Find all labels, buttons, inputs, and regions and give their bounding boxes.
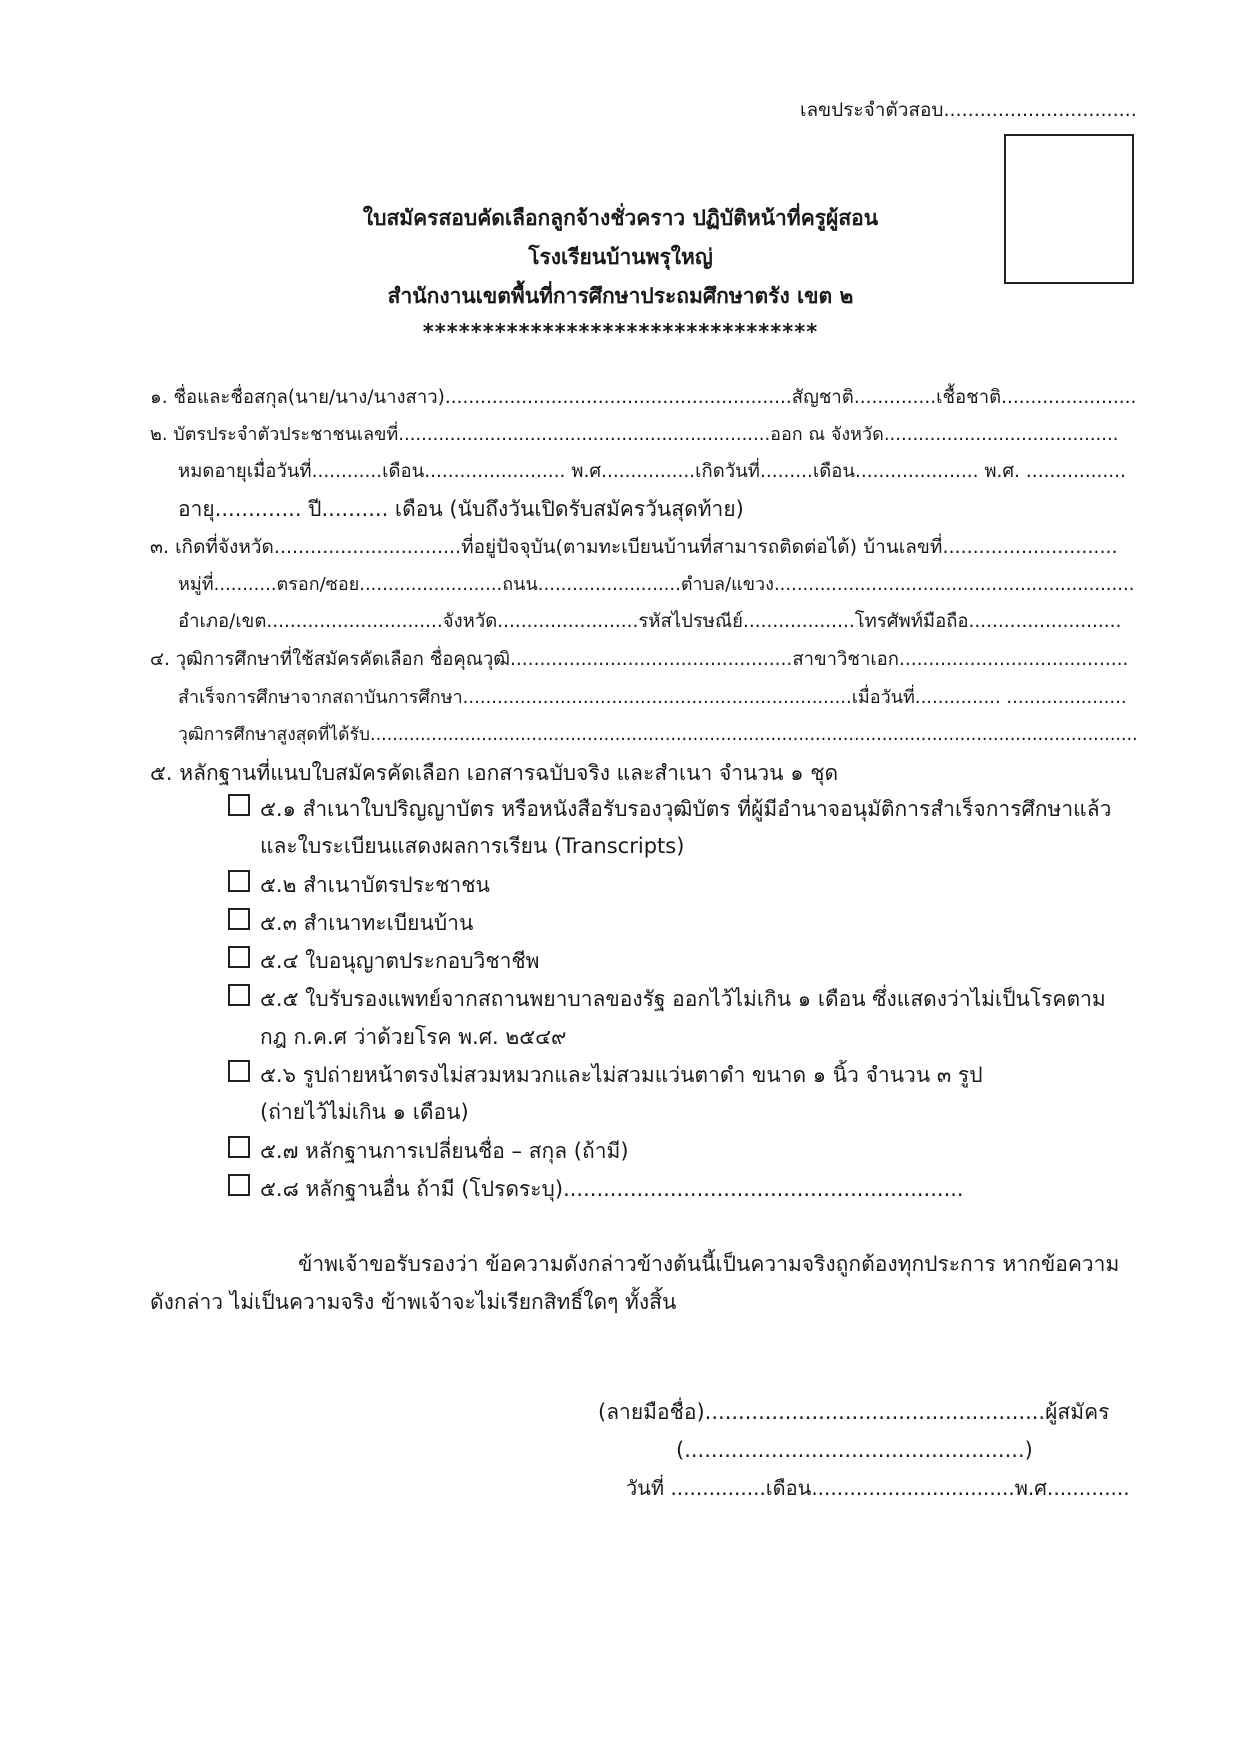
signature-line: (ลายมือชื่อ)...................................................ผู้สมัคร [598, 1400, 1110, 1424]
field-education: ๔. วุฒิการศึกษาที่ใช้สมัครคัดเลือก ชื่อคุณวุฒิ................................................สาขาวิชาเอก....................................... [150, 649, 1129, 670]
form-title: ใบสมัครสอบคัดเลือกลูกจ้างชั่วคราว ปฏิบัติหน้าที่ครูผู้สอน [362, 206, 879, 230]
field-attachments-heading: ๕. หลักฐานที่แนบใบสมัครคัดเลือก เอกสารฉบับจริง และสำเนา จำนวน ๑ ชุด [150, 761, 839, 785]
checklist-item-5-5: ๕.๕ ใบรับรองแพทย์จากสถานพยาบาลของรัฐ ออกไว้ไม่เกิน ๑ เดือน ซึ่งแสดงว่าไม่เป็นโรคตาม [260, 987, 1106, 1011]
field-age: อายุ............. ปี.......... เดือน (นับถึงวันเปิดรับสมัครวันสุดท้าย) [178, 497, 744, 521]
signature-name: (...................................................) [676, 1438, 1033, 1462]
checklist-item-5-1-cont: และใบระเบียนแสดงผลการเรียน (Transcripts) [260, 834, 685, 858]
checkbox-5-5[interactable] [228, 984, 250, 1006]
checkbox-5-8[interactable] [228, 1174, 250, 1196]
signature-date: วันที่ ...............เดือน................................พ.ศ............. [626, 1476, 1130, 1500]
star-separator: ********************************* [422, 320, 819, 344]
field-birthplace-address: ๓. เกิดที่จังหวัด...............................ที่อยู่ปัจจุบัน(ตามทะเบียนบ้านที่สามารถติดต่อได้) บ้านเลขที่............................. [150, 536, 1118, 558]
field-highest-degree: วุฒิการศึกษาสูงสุดที่ได้รับ.......................................................................................................................................... [178, 725, 1138, 745]
checkbox-5-3[interactable] [228, 908, 250, 930]
checkbox-5-1[interactable] [228, 794, 250, 816]
declaration-line-1: ข้าพเจ้าขอรับรองว่า ข้อความดังกล่าวข้างต้นนี้เป็นความจริงถูกต้องทุกประการ หากข้อความ [298, 1252, 1120, 1276]
checkbox-5-6[interactable] [228, 1060, 250, 1082]
checklist-item-5-1: ๕.๑ สำเนาใบปริญญาบัตร หรือหนังสือรับรองวุฒิบัตร ที่ผู้มีอำนาจอนุมัติการสำเร็จการศึกษาแล้ว [260, 797, 1112, 821]
field-address-2: หมู่ที่...........ตรอก/ซอย.........................ถนน.........................ตำบล/แขวง............................................................... [178, 574, 1135, 595]
office-name: สำนักงานเขตพื้นที่การศึกษาประถมศึกษาตรัง เขต ๒ [387, 284, 854, 308]
checklist-item-5-7: ๕.๗ หลักฐานการเปลี่ยนชื่อ – สกุล (ถ้ามี) [260, 1139, 629, 1163]
checklist-item-5-8: ๕.๘ หลักฐานอื่น ถ้ามี (โปรดระบุ)............................................................ [260, 1177, 964, 1201]
checklist-item-5-2: ๕.๒ สำเนาบัตรประชาชน [260, 873, 490, 897]
checklist-item-5-6: ๕.๖ รูปถ่ายหน้าตรงไม่สวมหมวกและไม่สวมแว่นตาดำ ขนาด ๑ นิ้ว จำนวน ๓ รูป [260, 1063, 983, 1087]
exam-id-field: เลขประจำตัวสอบ................................ [800, 99, 1137, 121]
checklist-item-5-4: ๕.๔ ใบอนุญาตประกอบวิชาชีพ [260, 949, 540, 973]
checklist-item-5-3: ๕.๓ สำเนาทะเบียนบ้าน [260, 911, 474, 935]
checkbox-5-7[interactable] [228, 1136, 250, 1158]
checkbox-5-4[interactable] [228, 946, 250, 968]
field-address-3: อำเภอ/เขต..............................จังหวัด........................รหัสไปรษณีย์...................โทรศัพท์มือถือ.......................... [178, 611, 1122, 632]
checkbox-5-2[interactable] [228, 870, 250, 892]
declaration-line-2: ดังกล่าว ไม่เป็นความจริง ข้าพเจ้าจะไม่เรียกสิทธิ์ใดๆ ทั้งสิ้น [150, 1290, 677, 1314]
field-expiry-birth: หมดอายุเมื่อวันที่............เดือน........................ พ.ศ................เกิดวันที่.........เดือน..................... พ.ศ. ................. [178, 461, 1126, 482]
field-institution: สำเร็จการศึกษาจากสถาบันการศึกษา....................................................................เมื่อวันที่............... ..................... [178, 687, 1127, 708]
school-name: โรงเรียนบ้านพรุใหญ่ [528, 245, 713, 269]
field-name: ๑. ชื่อและชื่อสกุล(นาย/นาง/นางสาว)...........................................................สัญชาติ..............เชื้อชาติ....................... [150, 387, 1137, 408]
field-id-card: ๒. บัตรประจำตัวประชาชนเลขที่.................................................................ออก ณ จังหวัด......................................... [150, 424, 1119, 445]
checklist-item-5-6-cont: (ถ่ายไว้ไม่เกิน ๑ เดือน) [260, 1100, 469, 1124]
checklist-item-5-5-cont: กฎ ก.ค.ศ ว่าด้วยโรค พ.ศ. ๒๕๔๙ [260, 1025, 567, 1049]
